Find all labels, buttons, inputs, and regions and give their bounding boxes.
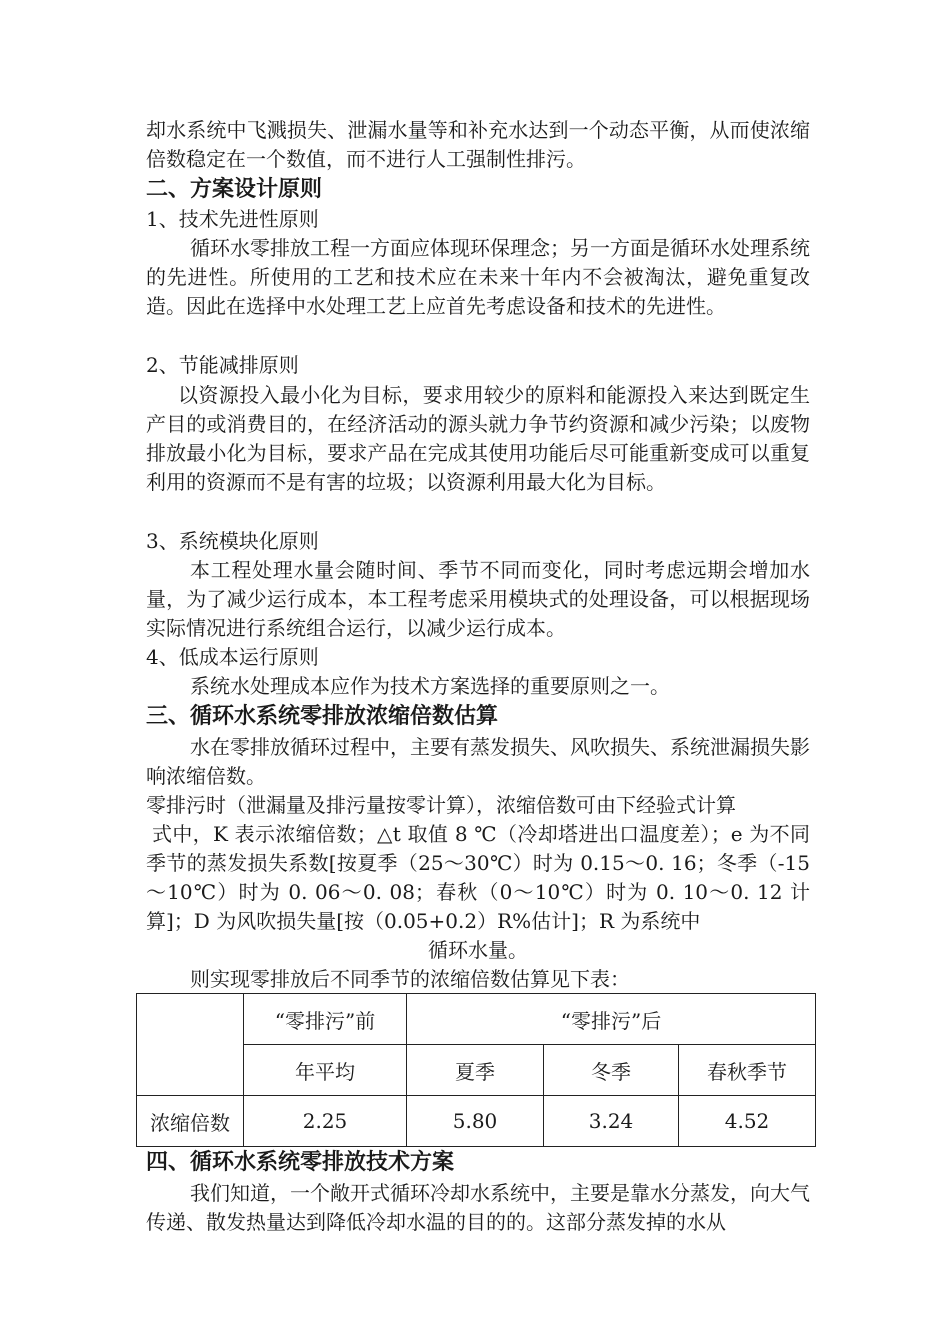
subheader-summer: 夏季 bbox=[407, 1045, 544, 1096]
value-spring-autumn: 4.52 bbox=[679, 1096, 816, 1147]
principle-1-body: 循环水零排放工程一方面应体现环保理念；另一方面是循环水处理系统的先进性。所使用的工艺和技术应在未来十年内不会被淘汰，避免重复改造。因此在选择中水处理工艺上应首先考虑设备和技术的先进性。 bbox=[146, 236, 810, 318]
section-3-paragraph-1: 水在零排放循环过程中，主要有蒸发损失、风吹损失、系统泄漏损失影响浓缩倍数。 bbox=[146, 735, 810, 788]
principle-1-title: 1、技术先进性原则 bbox=[146, 207, 319, 231]
principle-4-title: 4、低成本运行原则 bbox=[146, 645, 319, 669]
intro-paragraph: 却水系统中飞溅损失、泄漏水量等和补充水达到一个动态平衡，从而使浓缩倍数稳定在一个数值，而不进行人工强制性排污。 bbox=[146, 118, 810, 171]
section-4-paragraph-1: 我们知道，一个敞开式循环冷却水系统中，主要是靠水分蒸发，向大气传递、散发热量达到降低冷却水温的目的的。这部分蒸发掉的水从 bbox=[146, 1181, 810, 1234]
row-label-concentration-ratio: 浓缩倍数 bbox=[137, 1096, 244, 1147]
value-annual-average: 2.25 bbox=[244, 1096, 407, 1147]
section-3-paragraph-3: 式中，K 表示浓缩倍数；△t 取值 8 ℃（冷却塔进出口温度差）；e 为不同季节的蒸发损失系数[按夏季（25～30℃）时为 0.15～0. 16；冬季（-15～10℃）时为 0. 06～0. 08；春秋（0～10℃）时为 0. 10～0. 12 计算]；D 为风吹损失量[按（0.05+0.2）R%估计]；R 为系统中 bbox=[146, 822, 810, 933]
principle-3-body: 本工程处理水量会随时间、季节不同而变化，同时考虑远期会增加水量，为了减少运行成本，本工程考虑采用模块式的处理设备，可以根据现场实际情况进行系统组合运行，以减少运行成本。 bbox=[146, 558, 810, 640]
header-after-zero-discharge: “零排污”后 bbox=[407, 994, 816, 1045]
table-row bbox=[137, 1096, 816, 1147]
section-3-paragraph-2: 零排污时（泄漏量及排污量按零计算），浓缩倍数可由下经验式计算 bbox=[146, 793, 736, 817]
table-corner-cell bbox=[137, 994, 244, 1096]
section-4-heading: 四、循环水系统零排放技术方案 bbox=[146, 1150, 455, 1175]
principle-3-title: 3、系统模块化原则 bbox=[146, 529, 319, 553]
table-header-row bbox=[137, 994, 816, 1045]
header-before-zero-discharge: “零排污”前 bbox=[244, 994, 407, 1045]
value-winter: 3.24 bbox=[544, 1096, 679, 1147]
subheader-winter: 冬季 bbox=[544, 1045, 679, 1096]
subheader-annual-average: 年平均 bbox=[244, 1045, 407, 1096]
section-3-table-intro: 则实现零排放后不同季节的浓缩倍数估算见下表： bbox=[190, 967, 630, 991]
principle-2-body: 以资源投入最小化为目标，要求用较少的原料和能源投入来达到既定生产目的或消费目的，在经济活动的源头就力争节约资源和减少污染；以废物排放最小化为目标，要求产品在完成其使用功能后尽可能重新变成可以重复利用的资源而不是有害的垃圾；以资源利用最大化为目标。 bbox=[146, 383, 810, 494]
section-3-heading: 三、循环水系统零排放浓缩倍数估算 bbox=[146, 704, 499, 729]
value-summer: 5.80 bbox=[407, 1096, 544, 1147]
section-2-heading: 二、方案设计原则 bbox=[146, 177, 323, 202]
concentration-ratio-table bbox=[136, 993, 816, 1147]
subheader-spring-autumn: 春秋季节 bbox=[679, 1045, 816, 1096]
principle-4-body: 系统水处理成本应作为技术方案选择的重要原则之一。 bbox=[190, 674, 670, 698]
principle-2-title: 2、节能减排原则 bbox=[146, 353, 299, 377]
section-3-paragraph-4: 循环水量。 bbox=[428, 938, 528, 962]
